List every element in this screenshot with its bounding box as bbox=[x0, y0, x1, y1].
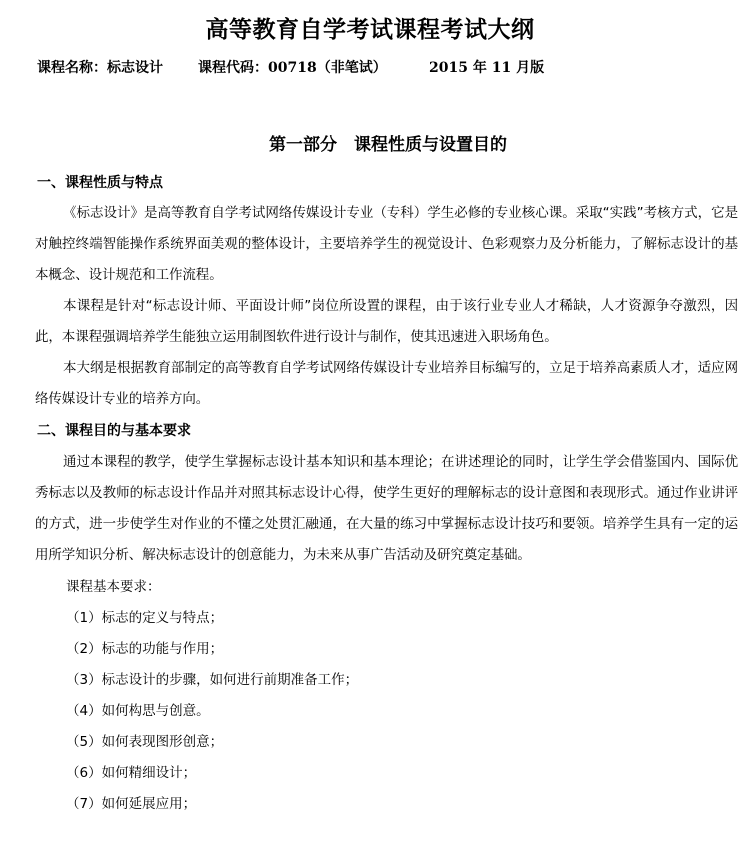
list-item: （3）标志设计的步骤，如何进行前期准备工作； bbox=[66, 672, 359, 688]
course-name: 课程名称：标志设计 bbox=[37, 60, 163, 76]
document-title: 高等教育自学考试课程考试大纲 bbox=[205, 16, 535, 43]
list-item: （2）标志的功能与作用； bbox=[66, 641, 224, 657]
section-heading-nature: 一、课程性质与特点 bbox=[37, 175, 163, 191]
paragraph-course-intro: 《标志设计》是高等教育自学考试网络传媒设计专业（专科）学生必修的专业核心课。采取“实践”考核方式，它是对触控终端智能操作系统界面美观的整体设计，主要培养学生的视觉设计、色彩观察力及分析能力，了解标志设计的基本概念、设计规范和工作流程。 bbox=[35, 205, 738, 283]
list-item: （5）如何表现图形创意； bbox=[66, 734, 224, 750]
edition-date: 2015 年 11 月版 bbox=[429, 60, 545, 76]
section-heading-objectives: 二、课程目的与基本要求 bbox=[37, 423, 191, 439]
list-item: （4）如何构思与创意。 bbox=[66, 703, 210, 719]
list-item: （1）标志的定义与特点； bbox=[66, 610, 224, 626]
paragraph-syllabus-basis: 本大纲是根据教育部制定的高等教育自学考试网络传媒设计专业培养目标编写的，立足于培养高素质人才，适应网络传媒设计专业的培养方向。 bbox=[35, 360, 738, 407]
requirements-label: 课程基本要求： bbox=[66, 579, 161, 595]
course-code: 课程代码：00718（非笔试） bbox=[198, 60, 387, 76]
part-title: 第一部分 课程性质与设置目的 bbox=[269, 135, 507, 155]
paragraph-course-position: 本课程是针对“标志设计师、平面设计师”岗位所设置的课程，由于该行业专业人才稀缺，人才资源争夺激烈，因此，本课程强调培养学生能独立运用制图软件进行设计与制作，使其迅速进入职场角色。 bbox=[35, 298, 738, 345]
list-item: （7）如何延展应用； bbox=[66, 796, 197, 812]
course-meta bbox=[0, 56, 740, 80]
list-item: （6）如何精细设计； bbox=[66, 765, 197, 781]
paragraph-objectives: 通过本课程的教学，使学生掌握标志设计基本知识和基本理论；在讲述理论的同时，让学生学会借鉴国内、国际优秀标志以及教师的标志设计作品并对照其标志设计心得，使学生更好的理解标志的设计意图和表现形式。通过作业讲评的方式，进一步使学生对作业的不懂之处贯汇融通，在大量的练习中掌握标志设计技巧和要领。培养学生具有一定的运用所学知识分析、解决标志设计的创意能力，为未来从事广告活动及研究奠定基础。 bbox=[35, 454, 738, 563]
